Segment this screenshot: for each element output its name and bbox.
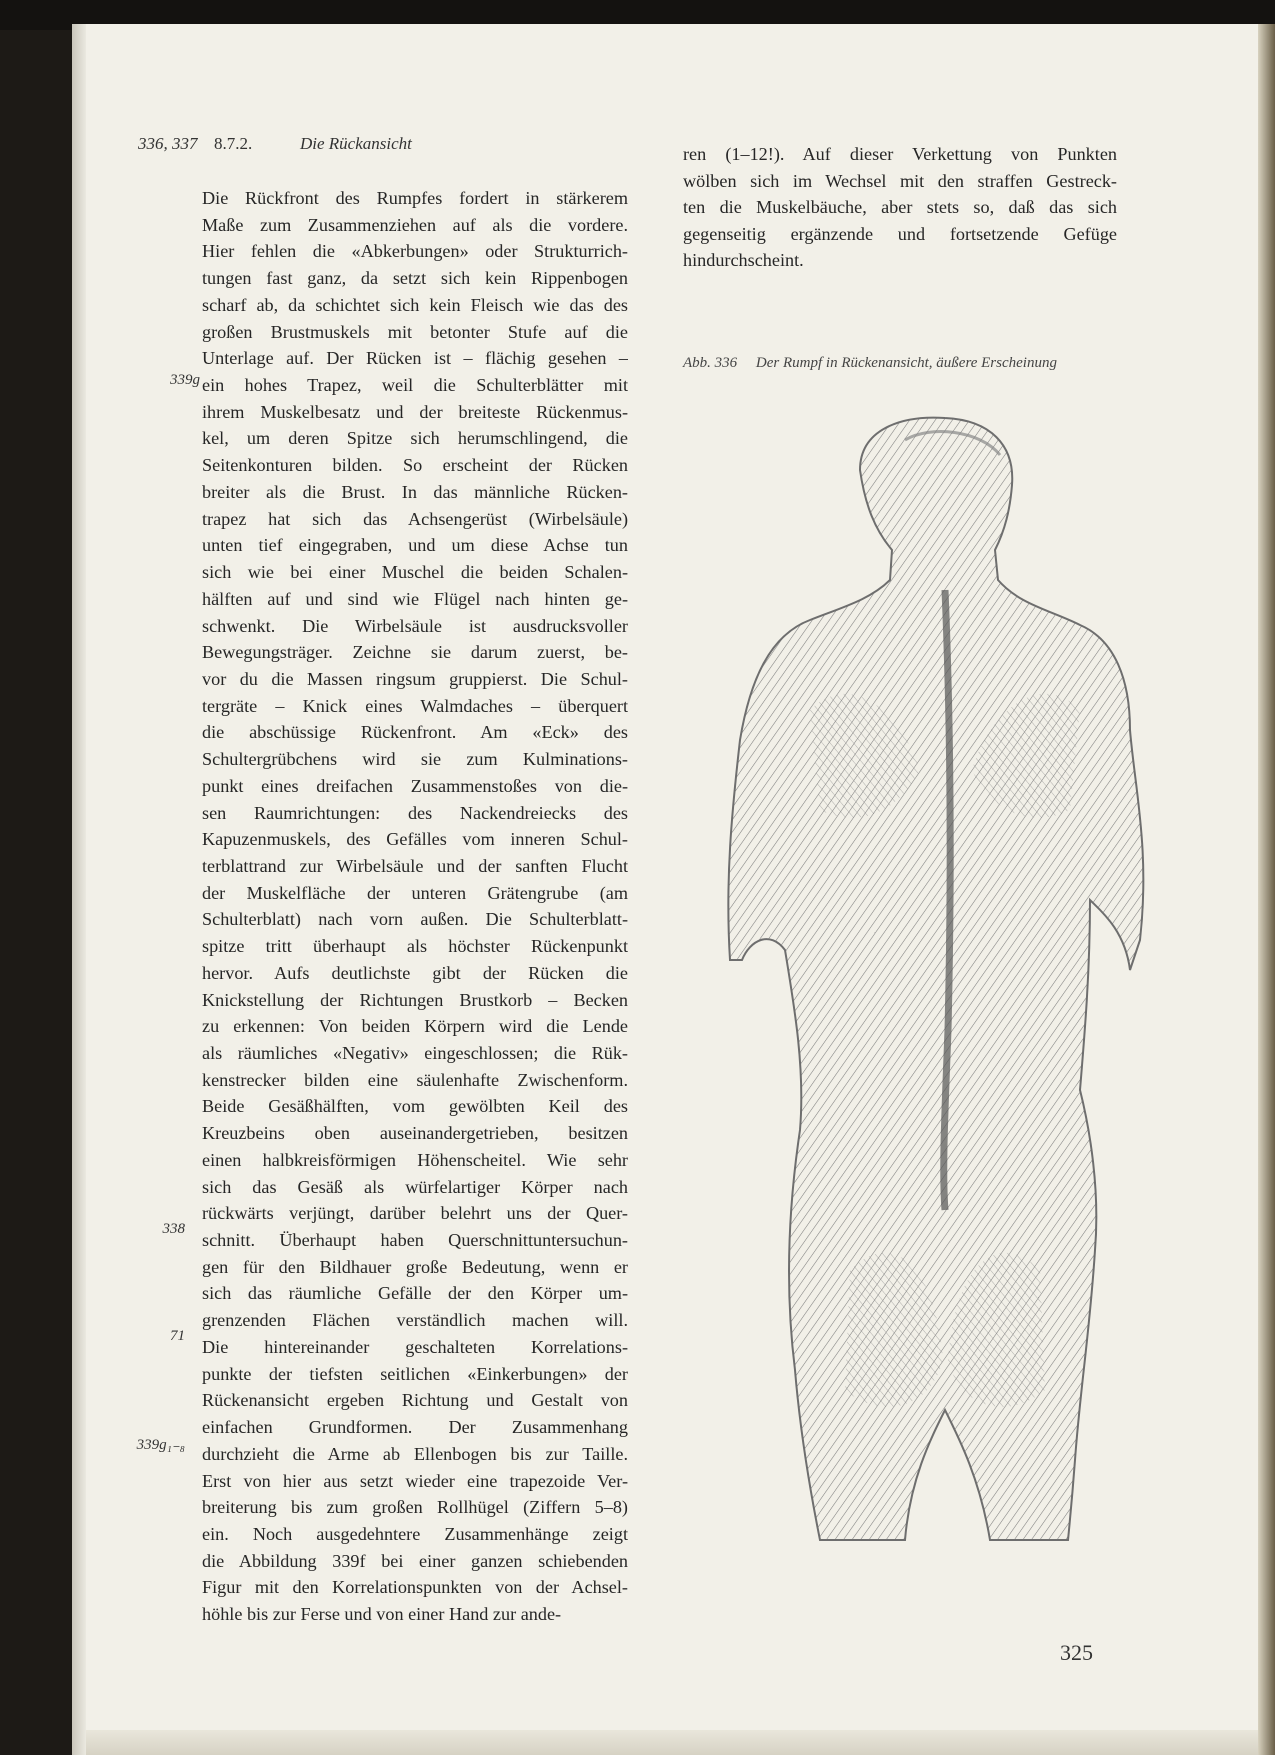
text-line: einen halbkreisförmigen Höhenscheitel. Wie sehr (202, 1149, 628, 1170)
text-line: gegenseitig ergänzende und fortsetzende Gefüge (683, 223, 1117, 244)
left-text-column (202, 185, 628, 1628)
text-line: Rückenansicht ergeben Richtung und Gestalt von (202, 1390, 628, 1411)
text-line: trapez hat sich das Achsengerüst (Wirbelsäule) (202, 508, 628, 529)
text-line: hervor. Aufs deutlichste gibt der Rücken die (202, 962, 628, 983)
text-line: spitze tritt überhaupt als höchster Rückenpunkt (202, 936, 628, 957)
margin-ref: 71 (170, 1328, 185, 1344)
text-line: Kreuzbeins oben auseinandergetrieben, besitzen (202, 1123, 628, 1144)
figure-label: Abb. 336 (683, 355, 738, 371)
text-line: Hier fehlen die «Abkerbungen» oder Strukturrich- (202, 241, 628, 262)
text-line: Beide Gesäßhälften, vom gewölbten Keil des (202, 1096, 628, 1117)
text-line: Unterlage auf. Der Rücken ist – flächig gesehen – (202, 348, 628, 369)
figure-caption-text: Der Rumpf in Rückenansicht, äußere Erscheinung (755, 355, 1057, 371)
section-title: Die Rückansicht (300, 134, 412, 153)
text-line: einfachen Grundformen. Der Zusammenhang (202, 1417, 628, 1438)
text-line: Seitenkonturen bilden. So erscheint der Rücken (202, 455, 628, 476)
text-line: kenstrecker bilden eine säulenhafte Zwischenform. (202, 1069, 628, 1090)
text-line: schnitt. Überhaupt haben Querschnittuntersuchun- (202, 1230, 628, 1251)
text-line: Kapuzenmuskels, des Gefälles vom inneren Schul- (202, 829, 628, 850)
text-line: als räumliches «Negativ» eingeschlossen; die Rük- (202, 1043, 628, 1063)
text-line: Schultergrübchens wird sie zum Kulminations- (202, 749, 628, 770)
text-line: großen Brustmuskels mit betonter Stufe auf die (202, 321, 628, 342)
text-line: Figur mit den Korrelationspunkten von der Achsel- (202, 1577, 628, 1598)
text-line: sich das Gesäß als würfelartiger Körper nach (202, 1176, 628, 1197)
text-line: tergräte – Knick eines Walmdaches – überquert (202, 695, 628, 716)
text-line: Schulterblatt) nach vorn außen. Die Schulterblatt- (202, 909, 628, 930)
text-line: grenzenden Flächen verständlich machen will. (202, 1310, 628, 1331)
text-line: breiter als die Brust. In das männliche Rücken- (202, 481, 628, 502)
text-line: Knickstellung der Richtungen Brustkorb – Becken (202, 989, 628, 1010)
text-line: ein. Noch ausgedehntere Zusammenhänge zeigt (202, 1523, 628, 1544)
text-line: Die hintereinander geschalteten Korrelations- (202, 1336, 628, 1357)
text-line: ein hohes Trapez, weil die Schulterblätter mit (202, 375, 628, 396)
text-line: höhle bis zur Ferse und von einer Hand zur ande- (202, 1604, 562, 1625)
text-line: punkte der tiefsten seitlichen «Einkerbungen» der (202, 1363, 628, 1384)
section-number: 8.7.2. (214, 134, 253, 153)
text-line: kel, um deren Spitze sich herumschlingend, die (202, 428, 628, 449)
figure-caption (683, 355, 1123, 372)
text-line: ren (1–12!). Auf dieser Verkettung von Punkten (683, 144, 1117, 164)
text-line: hindurchscheint. (683, 250, 804, 270)
text-line: hälften auf und sind wie Flügel nach hinten ge- (202, 588, 628, 609)
page-gutter (72, 24, 86, 1755)
text-line: vor du die Massen ringsum gruppierst. Die Schul- (202, 668, 628, 689)
text-line: punkt eines dreifachen Zusammenstoßes von die- (202, 775, 628, 796)
text-line: der Muskelfläche der unteren Grätengrube (am (202, 882, 628, 903)
text-line: schwenkt. Die Wirbelsäule ist ausdrucksvoller (202, 615, 628, 636)
text-line: Maße zum Zusammenziehen auf als die vordere. (202, 214, 628, 235)
text-line: ten die Muskelbäuche, aber stets so, daß das sich (683, 197, 1117, 217)
text-line: zu erkennen: Von beiden Körpern wird die Lende (202, 1016, 628, 1037)
text-line: breiterung bis zum großen Rollhügel (Ziffern 5–8) (202, 1497, 628, 1518)
text-line: scharf ab, da schichtet sich kein Fleisch wie das des (202, 294, 628, 315)
header-figure-refs: 336, 337 (138, 134, 198, 153)
margin-ref: 339g (170, 372, 200, 388)
text-line: sich das räumliche Gefälle der den Körper um- (202, 1283, 628, 1304)
right-text-column (683, 141, 1117, 274)
text-line: ihrem Muskelbesatz und der breiteste Rückenmus- (202, 401, 628, 422)
text-line: Die Rückfront des Rumpfes fordert in stärkerem (202, 188, 628, 208)
text-line: durchzieht die Arme ab Ellenbogen bis zur Taille. (202, 1443, 628, 1464)
torso-back-drawing (660, 410, 1225, 1610)
text-line: die Abbildung 339f bei einer ganzen schiebenden (202, 1550, 628, 1571)
text-line: wölben sich im Wechsel mit den straffen Gestreck- (683, 170, 1117, 191)
text-line: gen für den Bildhauer große Bedeutung, wenn er (202, 1256, 628, 1277)
text-line: sich wie bei einer Muschel die beiden Schalen- (202, 562, 628, 583)
page-number: 325 (1060, 1640, 1093, 1665)
page-bottom-edge (86, 1730, 1258, 1755)
text-line: tungen fast ganz, da setzt sich kein Rippenbogen (202, 268, 628, 289)
margin-ref: 338 (162, 1221, 185, 1237)
page-edge-right (1258, 24, 1275, 1755)
text-line: unten tief eingegraben, und um diese Achse tun (202, 535, 628, 556)
margin-ref: 339g₁₋₈ (136, 1437, 185, 1453)
text-line: terblattrand zur Wirbelsäule und der sanften Flucht (202, 855, 628, 876)
text-line: Bewegungsträger. Zeichne sie darum zuerst, be- (202, 642, 628, 663)
text-line: Erst von hier aus setzt wieder eine trapezoide Ver- (202, 1470, 628, 1491)
text-line: rückwärts verjüngt, darüber belehrt uns der Quer- (202, 1203, 628, 1224)
text-line: sen Raumrichtungen: des Nackendreiecks des (202, 802, 628, 823)
text-line: die abschüssige Rückenfront. Am «Eck» des (202, 722, 628, 743)
